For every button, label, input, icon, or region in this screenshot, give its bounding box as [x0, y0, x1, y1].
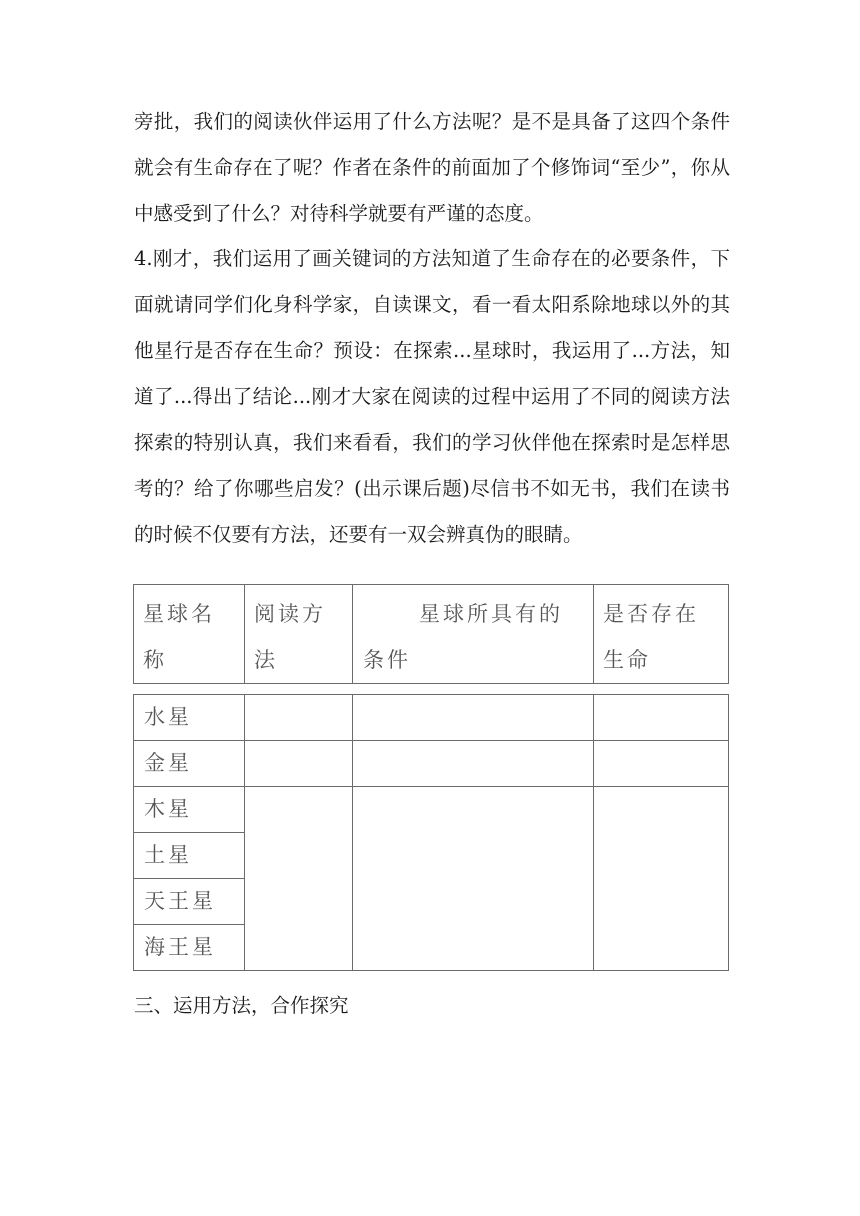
header-planet-name: 星球名称	[134, 585, 245, 684]
empty-cell	[594, 695, 729, 741]
header-reading-method: 阅读方法	[245, 585, 353, 684]
empty-cell	[353, 695, 594, 741]
empty-cell	[594, 741, 729, 787]
table-header	[133, 584, 729, 684]
empty-cell	[245, 695, 353, 741]
section-heading: 三、运用方法，合作探究	[134, 994, 349, 1017]
planet-cell: 天王星	[134, 879, 245, 925]
paragraph-step-4: 4.刚才，我们运用了画关键词的方法知道了生命存在的必要条件，下面就请同学们化身科学家，自读课文，看一看太阳系除地球以外的其他星行是否存在生命？预设：在探索...星球时，我运用了...方法，知道了...得出了结论...刚才大家在阅读的过程中运用了不同的阅读方法探索的特别认真，我们来看看，我们的学习伙伴他在探索时是怎样思考的？给了你哪些启发？(出示课后题)尽信书不如无书，我们在读书的时候不仅要有方法，还要有一双会辨真伪的眼睛。	[134, 247, 730, 546]
merged-empty-cell	[245, 787, 353, 971]
planet-cell: 金星	[134, 741, 245, 787]
header-conditions	[353, 585, 594, 684]
planet-table	[133, 694, 729, 971]
merged-empty-cell	[353, 787, 594, 971]
table-row	[134, 787, 729, 833]
table-row	[134, 695, 729, 741]
planet-cell: 木星	[134, 787, 245, 833]
empty-cell	[245, 741, 353, 787]
planet-cell: 水星	[134, 695, 245, 741]
planet-cell: 海王星	[134, 925, 245, 971]
planet-cell: 土星	[134, 833, 245, 879]
header-life-exists: 是否存在生命	[594, 585, 729, 684]
merged-empty-cell	[594, 787, 729, 971]
empty-cell	[353, 741, 594, 787]
table-row	[134, 741, 729, 787]
header-conditions-label: 星球所具有的条件	[363, 602, 563, 672]
paragraph-annotation-question: 旁批，我们的阅读伙伴运用了什么方法呢？是不是具备了这四个条件就会有生命存在了呢？作者在条件的前面加了个修饰词“至少”，你从中感受到了什么？对待科学就要有严谨的态度。	[134, 110, 730, 225]
